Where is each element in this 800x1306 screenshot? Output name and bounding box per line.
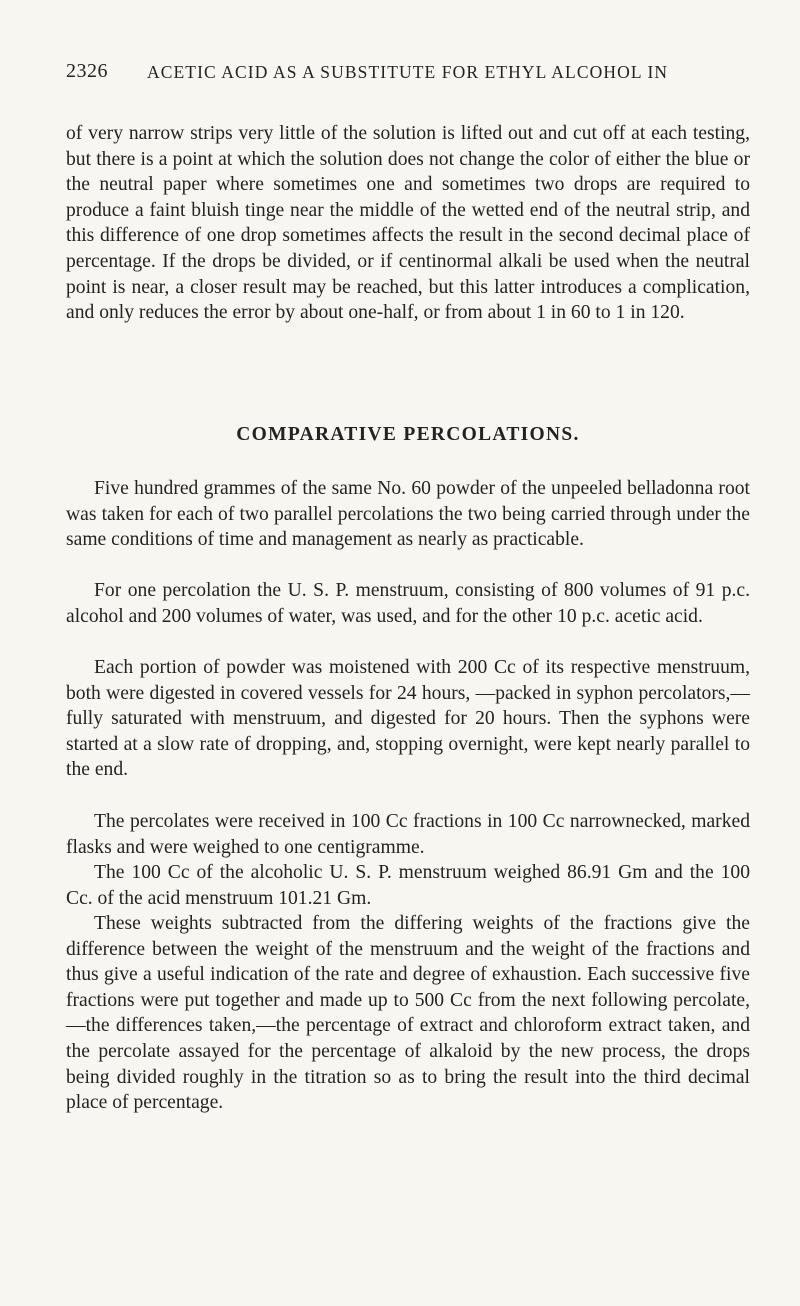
paragraph-6: The 100 Cc of the alcoholic U. S. P. menstruum weighed 86.91 Gm and the 100 Cc. of the acid menstruum 101.21 Gm.	[66, 862, 750, 909]
document-page	[66, 0, 750, 1306]
paragraph-2: Five hundred grammes of the same No. 60 powder of the unpeeled belladonna root was taken for each of two parallel percolations the two being carried through under the same conditions of time and management as nearly as practicable.	[66, 478, 750, 551]
paragraph-4: Each portion of powder was moistened with 200 Cc of its respective menstruum, both were digested in covered vessels for 24 hours, —packed in syphon percolators,—fully saturated with menstruum, and digested for 20 hours. Then the syphons were started at a slow rate of dropping, and, stopping overnight, were kept nearly parallel to the end.	[66, 657, 750, 781]
paragraph-3: For one percolation the U. S. P. menstruum, consisting of 800 volumes of 91 p.c. alcohol and 200 volumes of water, was used, and for the other 10 p.c. acetic acid.	[66, 580, 750, 627]
paragraph-7: These weights subtracted from the differing weights of the fractions give the difference between the weight of the menstruum and the weight of the fractions and thus give a useful indication of the rate and degree of exhaustion. Each successive five fractions were put together and made up to 500 Cc from the next following percolate,—the differences taken,—the percentage of extract and chloroform extract taken, and the percolate assayed for the percentage of alkaloid by the new process, the drops being divided roughly in the titration so as to bring the result into the third decimal place of percentage.	[66, 913, 750, 1114]
running-title: ACETIC ACID AS A SUBSTITUTE FOR ETHYL ALCOHOL IN	[147, 62, 669, 82]
paragraph-1: of very narrow strips very little of the solution is lifted out and cut off at each testing, but there is a point at which the solution does not change the color of either the blue or the neutral paper where sometimes one and sometimes two drops are required to produce a faint bluish tinge near the middle of the wetted end of the neutral strip, and this difference of one drop sometimes affects the result in the second decimal place of percentage. If the drops be divided, or if centinormal alkali be used when the neutral point is near, a closer result may be reached, but this latter introduces a complication, and only reduces the error by about one-half, or from about 1 in 60 to 1 in 120.	[66, 123, 750, 324]
page-number: 2326	[66, 60, 108, 82]
section-heading: COMPARATIVE PERCOLATIONS.	[236, 424, 580, 445]
paragraph-5: The percolates were received in 100 Cc fractions in 100 Cc narrownecked, marked flasks and were weighed to one centigramme.	[66, 811, 750, 858]
running-header	[66, 60, 750, 90]
